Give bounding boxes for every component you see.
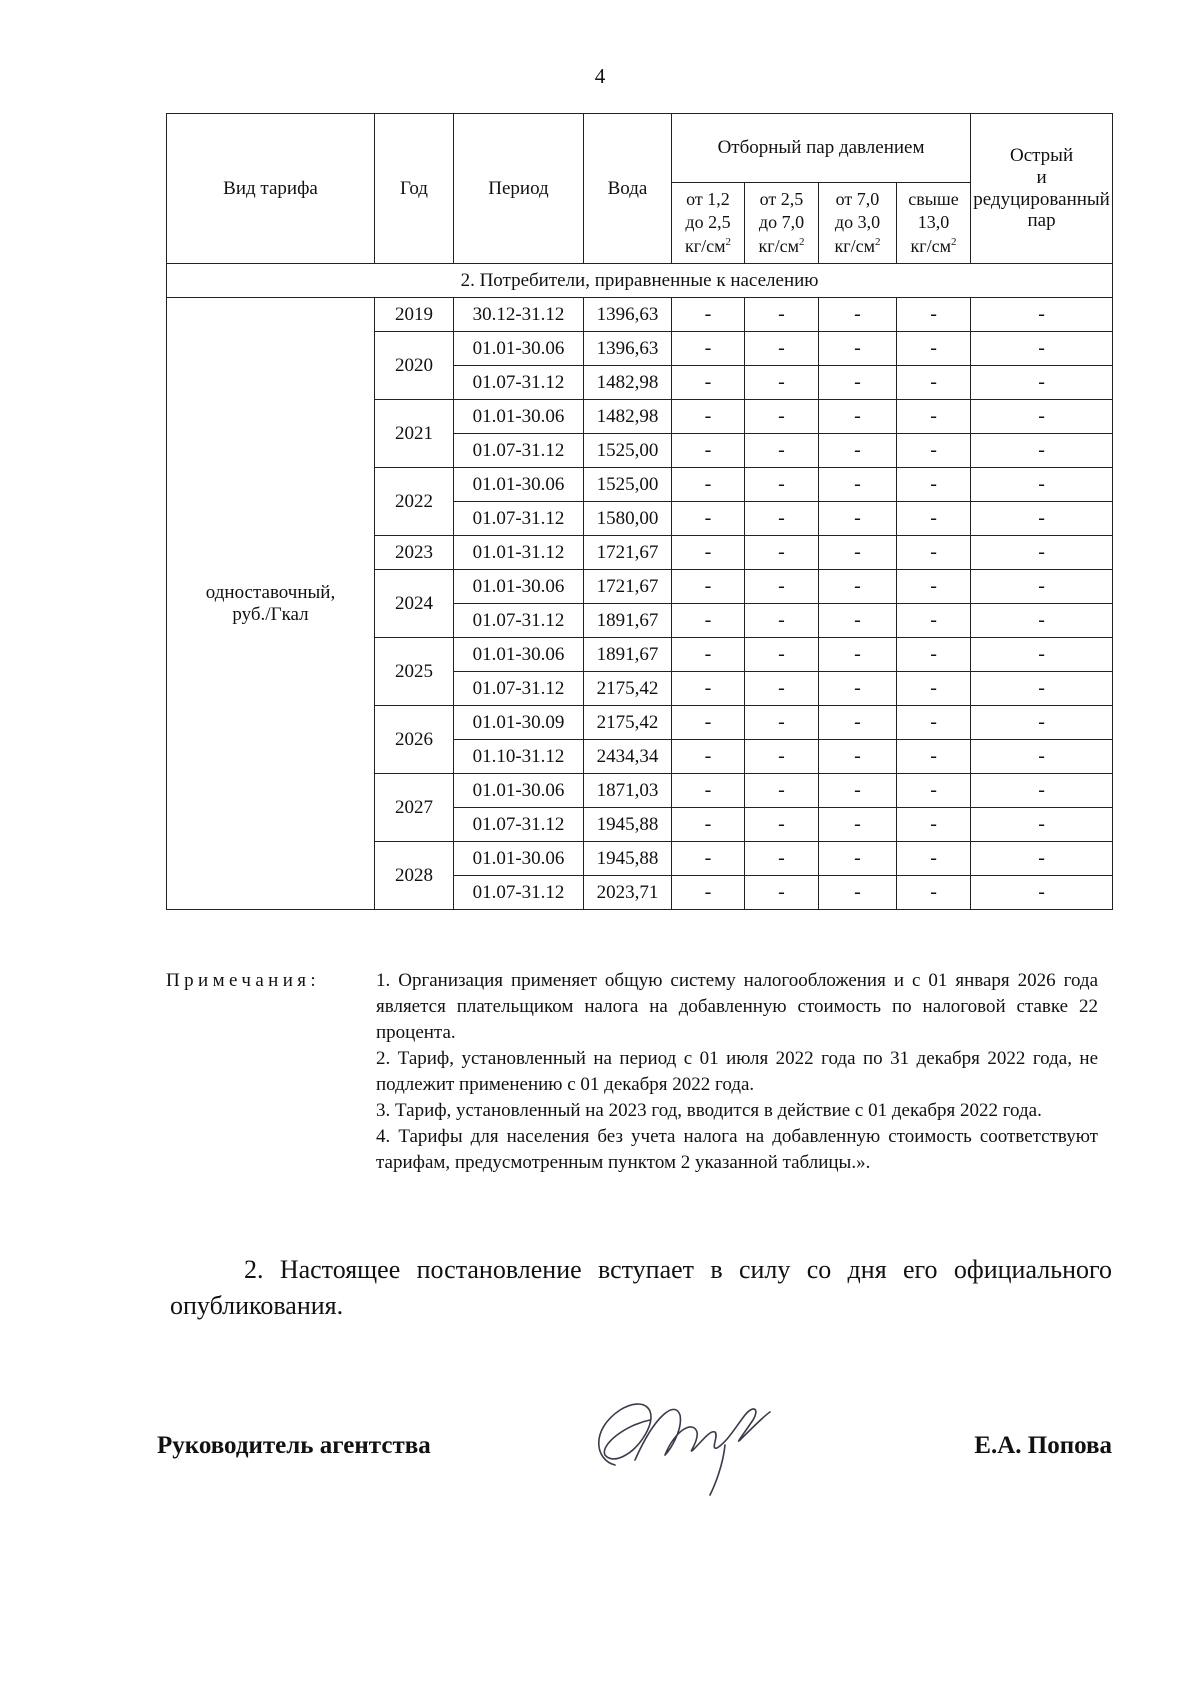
empty-tariff-cell: - [672, 876, 745, 910]
empty-tariff-cell: - [897, 400, 971, 434]
water-tariff-cell: 1580,00 [584, 502, 672, 536]
pressure-range-from: от 7,0 [835, 188, 880, 209]
header-sharp-steam-line: Острый [1009, 144, 1074, 166]
header-extraction-steam: Отборный пар давлением [672, 114, 971, 183]
empty-tariff-cell: - [971, 570, 1113, 604]
year-cell: 2025 [375, 638, 454, 706]
signature-block [157, 1370, 1112, 1510]
water-tariff-cell: 1891,67 [584, 604, 672, 638]
header-sharp-steam [971, 114, 1113, 264]
water-tariff-cell: 1525,00 [584, 468, 672, 502]
empty-tariff-cell: - [819, 298, 897, 332]
water-tariff-cell: 1482,98 [584, 400, 672, 434]
pressure-unit-exponent: 2 [875, 235, 881, 248]
empty-tariff-cell: - [971, 502, 1113, 536]
pressure-unit-exponent: 2 [951, 235, 957, 248]
empty-tariff-cell: - [819, 808, 897, 842]
empty-tariff-cell: - [672, 774, 745, 808]
empty-tariff-cell: - [672, 298, 745, 332]
tariff-type-unit: руб./Гкал [232, 603, 309, 625]
signer-name: Е.А. Попова [974, 1432, 1112, 1459]
header-pressure-3 [819, 183, 897, 264]
note-item: 2. Тариф, установленный на период с 01 июля 2022 года по 31 декабря 2022 года, не подлежит применению с 01 декабря 2022 года. [376, 1048, 1098, 1095]
water-tariff-cell: 1396,63 [584, 298, 672, 332]
empty-tariff-cell: - [745, 298, 819, 332]
empty-tariff-cell: - [897, 706, 971, 740]
water-tariff-cell: 1945,88 [584, 808, 672, 842]
water-tariff-cell: 1721,67 [584, 570, 672, 604]
year-cell: 2024 [375, 570, 454, 638]
empty-tariff-cell: - [971, 808, 1113, 842]
empty-tariff-cell: - [672, 740, 745, 774]
period-cell: 01.07-31.12 [454, 808, 584, 842]
empty-tariff-cell: - [745, 400, 819, 434]
page-number: 4 [594, 64, 606, 88]
header-tariff-type: Вид тарифа [167, 114, 375, 264]
year-cell: 2026 [375, 706, 454, 774]
water-tariff-cell: 1482,98 [584, 366, 672, 400]
empty-tariff-cell: - [672, 604, 745, 638]
pressure-range-to: до 7,0 [758, 212, 805, 233]
empty-tariff-cell: - [819, 468, 897, 502]
period-cell: 01.01-30.06 [454, 570, 584, 604]
water-tariff-cell: 1945,88 [584, 842, 672, 876]
empty-tariff-cell: - [745, 876, 819, 910]
period-cell: 01.01-30.06 [454, 332, 584, 366]
empty-tariff-cell: - [672, 400, 745, 434]
header-water: Вода [584, 114, 672, 264]
empty-tariff-cell: - [897, 774, 971, 808]
period-cell: 01.01-30.06 [454, 400, 584, 434]
empty-tariff-cell: - [819, 706, 897, 740]
year-cell: 2023 [375, 536, 454, 570]
empty-tariff-cell: - [745, 672, 819, 706]
period-cell: 01.01-30.06 [454, 774, 584, 808]
section-title: 2. Потребители, приравненные к населению [167, 264, 1113, 298]
pressure-unit-exponent: 2 [799, 235, 805, 248]
empty-tariff-cell: - [971, 536, 1113, 570]
year-cell: 2019 [375, 298, 454, 332]
header-pressure-4 [897, 183, 971, 264]
pressure-range-from: свыше [908, 188, 959, 209]
empty-tariff-cell: - [672, 502, 745, 536]
empty-tariff-cell: - [897, 842, 971, 876]
water-tariff-cell: 1871,03 [584, 774, 672, 808]
period-cell: 01.07-31.12 [454, 672, 584, 706]
empty-tariff-cell: - [819, 740, 897, 774]
empty-tariff-cell: - [745, 366, 819, 400]
pressure-unit: кг/см [910, 235, 952, 256]
water-tariff-cell: 1525,00 [584, 434, 672, 468]
empty-tariff-cell: - [672, 808, 745, 842]
empty-tariff-cell: - [672, 672, 745, 706]
water-tariff-cell: 1721,67 [584, 536, 672, 570]
tariff-table [166, 113, 1113, 910]
empty-tariff-cell: - [971, 672, 1113, 706]
water-tariff-cell: 2175,42 [584, 672, 672, 706]
tariff-type-cell [167, 298, 375, 910]
handwritten-signature [575, 1370, 785, 1500]
period-cell: 30.12-31.12 [454, 298, 584, 332]
table-row [167, 298, 1113, 332]
empty-tariff-cell: - [672, 536, 745, 570]
empty-tariff-cell: - [672, 366, 745, 400]
empty-tariff-cell: - [819, 638, 897, 672]
empty-tariff-cell: - [819, 604, 897, 638]
period-cell: 01.07-31.12 [454, 502, 584, 536]
empty-tariff-cell: - [745, 502, 819, 536]
empty-tariff-cell: - [971, 366, 1113, 400]
empty-tariff-cell: - [971, 706, 1113, 740]
header-period: Период [454, 114, 584, 264]
empty-tariff-cell: - [672, 842, 745, 876]
year-cell: 2020 [375, 332, 454, 400]
empty-tariff-cell: - [745, 332, 819, 366]
empty-tariff-cell: - [897, 808, 971, 842]
empty-tariff-cell: - [897, 502, 971, 536]
empty-tariff-cell: - [672, 468, 745, 502]
pressure-range-to: до 3,0 [834, 212, 881, 233]
year-cell: 2028 [375, 842, 454, 910]
empty-tariff-cell: - [745, 638, 819, 672]
empty-tariff-cell: - [897, 434, 971, 468]
empty-tariff-cell: - [819, 774, 897, 808]
empty-tariff-cell: - [672, 706, 745, 740]
empty-tariff-cell: - [672, 434, 745, 468]
water-tariff-cell: 1396,63 [584, 332, 672, 366]
empty-tariff-cell: - [745, 740, 819, 774]
header-pressure-2 [745, 183, 819, 264]
empty-tariff-cell: - [819, 332, 897, 366]
tariff-type-line: одноставочный, [205, 581, 336, 603]
empty-tariff-cell: - [819, 536, 897, 570]
empty-tariff-cell: - [897, 332, 971, 366]
period-cell: 01.01-31.12 [454, 536, 584, 570]
empty-tariff-cell: - [672, 570, 745, 604]
empty-tariff-cell: - [672, 638, 745, 672]
empty-tariff-cell: - [971, 332, 1113, 366]
notes-label: Примечания: [166, 970, 321, 991]
empty-tariff-cell: - [745, 468, 819, 502]
empty-tariff-cell: - [745, 706, 819, 740]
header-sharp-steam-line: редуцированный [973, 188, 1110, 210]
empty-tariff-cell: - [745, 434, 819, 468]
empty-tariff-cell: - [971, 434, 1113, 468]
empty-tariff-cell: - [971, 604, 1113, 638]
empty-tariff-cell: - [745, 536, 819, 570]
water-tariff-cell: 2434,34 [584, 740, 672, 774]
effective-date-clause: 2. Настоящее постановление вступает в силу со дня его официального опубликования. [170, 1255, 1112, 1320]
empty-tariff-cell: - [819, 502, 897, 536]
empty-tariff-cell: - [897, 298, 971, 332]
period-cell: 01.01-30.06 [454, 468, 584, 502]
period-cell: 01.01-30.09 [454, 706, 584, 740]
period-cell: 01.07-31.12 [454, 434, 584, 468]
empty-tariff-cell: - [897, 876, 971, 910]
empty-tariff-cell: - [897, 536, 971, 570]
notes-list [376, 968, 1098, 1176]
empty-tariff-cell: - [971, 740, 1113, 774]
empty-tariff-cell: - [897, 672, 971, 706]
empty-tariff-cell: - [819, 570, 897, 604]
note-item: 4. Тарифы для населения без учета налога на добавленную стоимость соответствуют тарифам, предусмотренным пунктом 2 указанной таблицы.». [376, 1126, 1098, 1173]
empty-tariff-cell: - [819, 672, 897, 706]
note-item: 3. Тариф, установленный на 2023 год, вводится в действие с 01 декабря 2022 года. [376, 1100, 1042, 1121]
year-cell: 2022 [375, 468, 454, 536]
pressure-unit-exponent: 2 [725, 235, 731, 248]
pressure-range-from: от 2,5 [759, 188, 804, 209]
header-sharp-steam-line: и [1036, 166, 1047, 188]
empty-tariff-cell: - [819, 842, 897, 876]
year-cell: 2027 [375, 774, 454, 842]
empty-tariff-cell: - [971, 298, 1113, 332]
empty-tariff-cell: - [745, 604, 819, 638]
period-cell: 01.07-31.12 [454, 604, 584, 638]
period-cell: 01.07-31.12 [454, 876, 584, 910]
empty-tariff-cell: - [819, 366, 897, 400]
water-tariff-cell: 1891,67 [584, 638, 672, 672]
pressure-unit: кг/см [834, 235, 875, 256]
empty-tariff-cell: - [971, 468, 1113, 502]
note-item: 1. Организация применяет общую систему налогообложения и с 01 января 2026 года является плательщиком налога на добавленную стоимость по налоговой ставке 22 процента. [376, 970, 1098, 1043]
empty-tariff-cell: - [897, 468, 971, 502]
period-cell: 01.01-30.06 [454, 638, 584, 672]
period-cell: 01.10-31.12 [454, 740, 584, 774]
empty-tariff-cell: - [819, 876, 897, 910]
pressure-range-to: 13,0 [917, 212, 950, 233]
period-cell: 01.07-31.12 [454, 366, 584, 400]
pressure-unit: кг/см [758, 235, 799, 256]
header-pressure-1 [672, 183, 745, 264]
empty-tariff-cell: - [971, 876, 1113, 910]
empty-tariff-cell: - [897, 570, 971, 604]
header-sharp-steam-line: пар [1027, 210, 1056, 232]
empty-tariff-cell: - [897, 604, 971, 638]
empty-tariff-cell: - [971, 842, 1113, 876]
empty-tariff-cell: - [745, 774, 819, 808]
empty-tariff-cell: - [819, 400, 897, 434]
empty-tariff-cell: - [897, 638, 971, 672]
pressure-range-from: от 1,2 [686, 188, 730, 209]
period-cell: 01.01-30.06 [454, 842, 584, 876]
water-tariff-cell: 2023,71 [584, 876, 672, 910]
empty-tariff-cell: - [971, 638, 1113, 672]
empty-tariff-cell: - [971, 400, 1113, 434]
signer-position: Руководитель агентства [157, 1432, 431, 1459]
empty-tariff-cell: - [745, 570, 819, 604]
empty-tariff-cell: - [819, 434, 897, 468]
pressure-range-to: до 2,5 [685, 212, 731, 233]
empty-tariff-cell: - [971, 774, 1113, 808]
pressure-unit: кг/см [684, 235, 726, 256]
year-cell: 2021 [375, 400, 454, 468]
empty-tariff-cell: - [745, 808, 819, 842]
empty-tariff-cell: - [745, 842, 819, 876]
empty-tariff-cell: - [897, 740, 971, 774]
header-year: Год [375, 114, 454, 264]
empty-tariff-cell: - [897, 366, 971, 400]
empty-tariff-cell: - [672, 332, 745, 366]
water-tariff-cell: 2175,42 [584, 706, 672, 740]
